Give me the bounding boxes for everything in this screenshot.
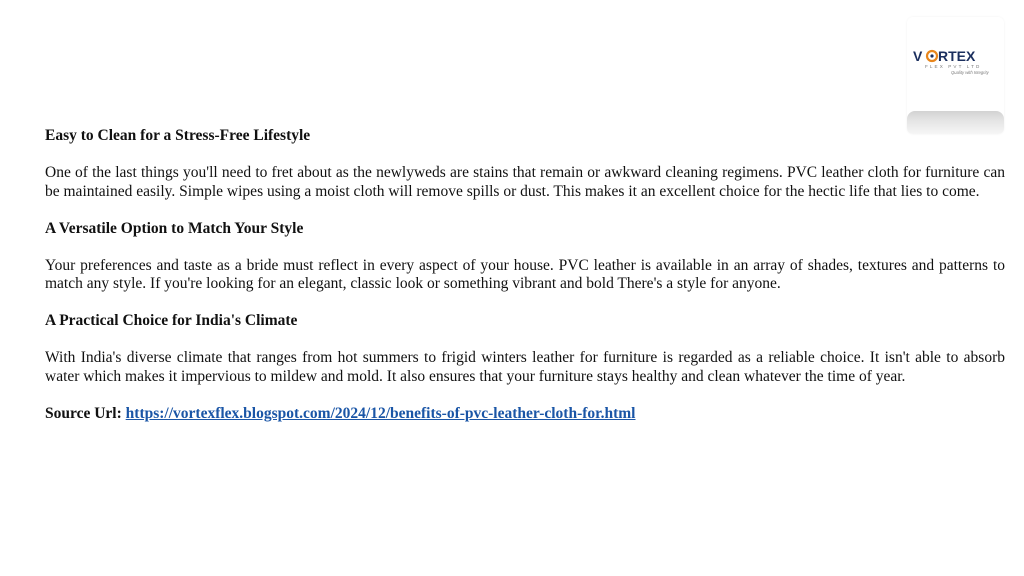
- section-versatile-option: [45, 220, 1005, 294]
- logo-brand-prefix: V: [913, 48, 923, 64]
- vortex-logo: [913, 47, 999, 81]
- source-line: [45, 405, 1005, 424]
- section-heading: A Versatile Option to Match Your Style: [45, 219, 304, 237]
- section-body: One of the last things you'll need to fret about as the newlyweds are stains that remain or awkward cleaning regimens. PVC leather cloth for furniture can be maintained easily. Simple wipes using a moist cloth will remove spills or dust. This makes it an excellent choice for the hectic life that lies to come.: [45, 164, 1005, 200]
- logo-o-icon: [927, 51, 937, 61]
- logo-tagline: Quality with Integrity: [951, 70, 989, 75]
- section-easy-to-clean: [45, 127, 1005, 201]
- section-practical-choice: [45, 312, 1005, 386]
- section-heading: A Practical Choice for India's Climate: [45, 312, 298, 329]
- logo-brand-suffix: RTEX: [938, 48, 976, 64]
- source-label: Source Url:: [45, 404, 122, 422]
- section-body: Your preferences and taste as a bride must reflect in every aspect of your house. PVC leather is available in an array of shades, textures and patterns to match any style. If you're looking for an elegant, classic look or something vibrant and bold There's a style for anyone.: [45, 256, 1005, 292]
- source-link[interactable]: https://vortexflex.blogspot.com/2024/12/benefits-of-pvc-leather-cloth-for.html: [125, 404, 636, 422]
- logo-card: [907, 17, 1004, 134]
- article-content: [45, 127, 1005, 423]
- section-heading: Easy to Clean for a Stress-Free Lifestyle: [45, 127, 311, 144]
- logo-subtitle: FLEX PVT LTD: [925, 64, 982, 69]
- section-body: With India's diverse climate that ranges from hot summers to frigid winters leather for furniture is regarded as a reliable choice. It isn't able to absorb water which makes it impervious to mildew and mold. It also ensures that your furniture stays healthy and clean whatever the time of year.: [45, 349, 1005, 385]
